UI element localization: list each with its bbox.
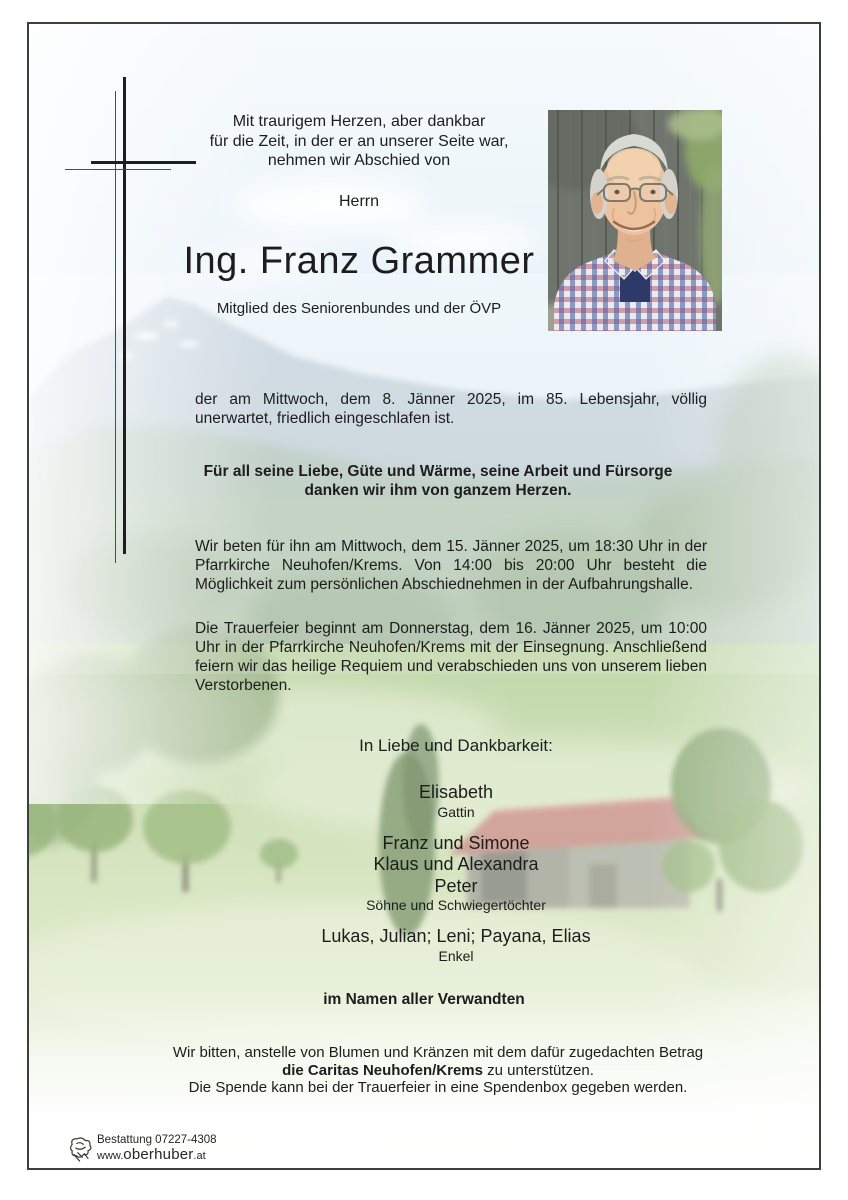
mourner-relation: Enkel bbox=[438, 947, 474, 964]
footer-domain: oberhuber bbox=[123, 1146, 194, 1163]
funeral-home-logo-icon bbox=[68, 1136, 94, 1162]
mourning-heading: In Liebe und Dankbarkeit: bbox=[359, 736, 553, 755]
donation-line-rest: zu unterstützen. bbox=[482, 1061, 594, 1079]
spacer bbox=[196, 821, 716, 833]
gratitude-line: danken wir ihm von ganzem Herzen. bbox=[304, 482, 572, 499]
mourner-name: Klaus und Alexandra bbox=[373, 854, 539, 874]
donation-line: Wir bitten, anstelle von Blumen und Kränzen mit dem dafür zugedachten Betrag bbox=[172, 1044, 704, 1061]
footer-phone-line: Bestattung 07227-4308 bbox=[97, 1134, 217, 1146]
mourner-relation: Söhne und Schwiegertöchter bbox=[366, 897, 546, 913]
intro-text bbox=[29, 112, 689, 171]
footer-www: www. bbox=[97, 1150, 124, 1162]
mourner-name: Peter bbox=[434, 875, 478, 896]
prayer-notice: Wir beten für ihn am Mittwoch, dem 15. Jänner 2025, um 18:30 Uhr in der Pfarrkirche Neuhofen/Krems. Von 14:00 bis 20:00 Uhr besteht die Möglichkeit zum persönlichen Abschiednehmen in der Aufbahrungshalle. bbox=[195, 538, 707, 593]
gratitude-text bbox=[149, 462, 727, 500]
spacer bbox=[196, 914, 716, 926]
donation-recipient: die Caritas Neuhofen/Krems bbox=[282, 1061, 483, 1079]
card-frame bbox=[27, 22, 821, 1170]
footer-website bbox=[97, 1147, 217, 1164]
footer-text bbox=[97, 1134, 217, 1164]
salutation: Herrn bbox=[338, 193, 379, 210]
mourner-relation: Gattin bbox=[437, 803, 475, 820]
mourner-name: Lukas, Julian; Leni; Payana, Elias bbox=[321, 926, 591, 946]
intro-line: nehmen wir Abschied von bbox=[267, 152, 451, 169]
donation-line: Die Spende kann bei der Trauerfeier in eine Spendenbox gegeben werden. bbox=[188, 1079, 688, 1096]
death-notice: der am Mittwoch, dem 8. Jänner 2025, im 85. Lebensjahr, völlig unerwartet, friedlich eingeschlafen ist. bbox=[195, 391, 707, 427]
intro-line: für die Zeit, in der er an unserer Seite war, bbox=[209, 132, 509, 150]
mourner-name: Elisabeth bbox=[418, 782, 494, 802]
membership-line: Mitglied des Seniorenbundes und der ÖVP bbox=[216, 300, 502, 317]
donation-line bbox=[149, 1062, 727, 1080]
intro-line: Mit traurigem Herzen, aber dankbar bbox=[232, 113, 486, 130]
funeral-notice: Die Trauerfeier beginnt am Donnerstag, dem 16. Jänner 2025, um 10:00 Uhr in der Pfarrkirche Neuhofen/Krems mit der Einsegnung. Anschließend feiern wir das heilige Requiem und verabschieden uns von unserem lieben Verstorbenen. bbox=[195, 620, 707, 694]
donation-notice bbox=[149, 1044, 727, 1097]
gratitude-line: Für all seine Liebe, Güte und Wärme, seine Arbeit und Fürsorge bbox=[203, 463, 673, 480]
footer-tld: .at bbox=[193, 1150, 206, 1162]
mourner-name: Franz und Simone bbox=[382, 832, 530, 853]
deceased-name: Ing. Franz Grammer bbox=[183, 240, 535, 282]
mourners-section bbox=[196, 735, 716, 965]
closing-line: im Namen aller Verwandten bbox=[323, 991, 525, 1008]
